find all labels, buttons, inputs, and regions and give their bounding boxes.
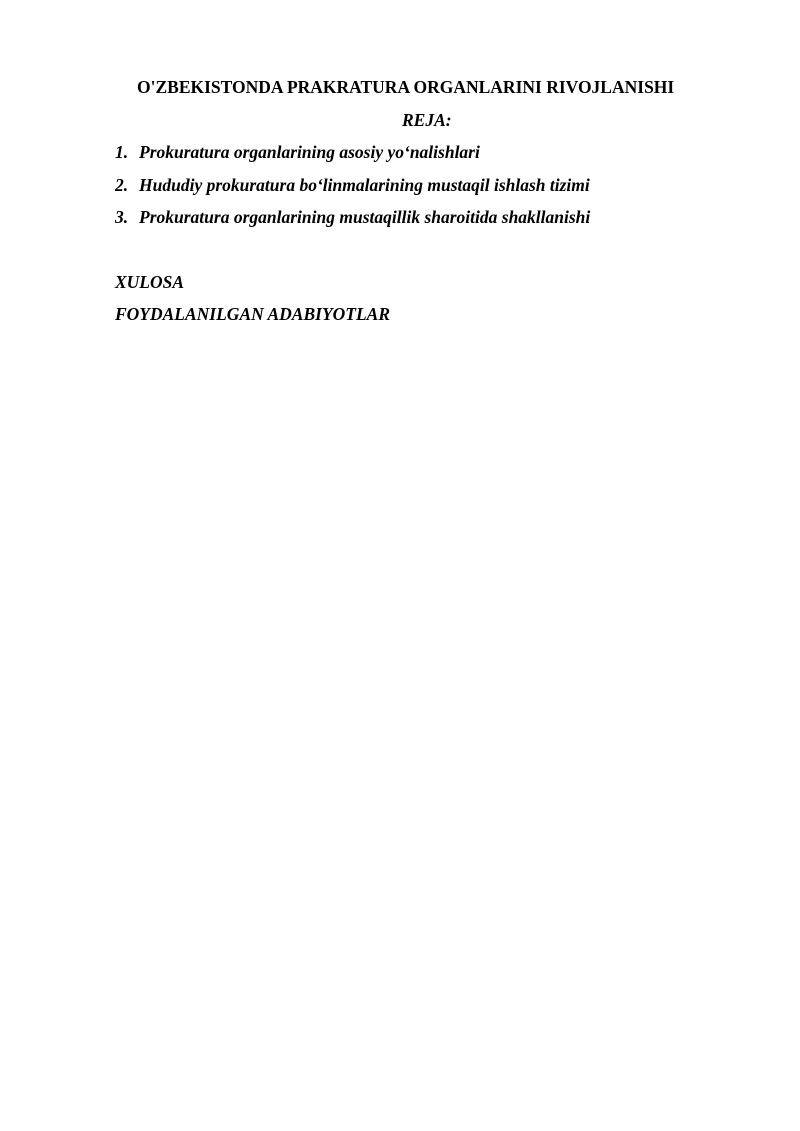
plan-item-number: 1. <box>115 142 129 162</box>
plan-item-text: Prokuratura organlarining asosiy yo‘nalishlari <box>139 142 480 162</box>
plan-item-number: 2. <box>115 174 129 195</box>
plan-item-text: Hududiy prokuratura bo‘linmalarining mustaqil ishlash tizimi <box>139 174 590 195</box>
conclusion-heading: XULOSA <box>115 272 185 292</box>
references-heading: FOYDALANILGAN ADABIYOTLAR <box>115 304 391 324</box>
plan-heading: REJA: <box>402 110 452 130</box>
plan-item <box>115 207 590 240</box>
plan-item <box>115 142 590 175</box>
plan-item-number: 3. <box>115 207 129 227</box>
plan-list <box>115 142 590 240</box>
plan-item <box>115 175 590 208</box>
document-title: O'ZBEKISTONDA PRAKRATURA ORGANLARINI RIVOJLANISHI <box>137 77 675 97</box>
plan-item-text: Prokuratura organlarining mustaqillik sharoitida shakllanishi <box>139 207 591 227</box>
